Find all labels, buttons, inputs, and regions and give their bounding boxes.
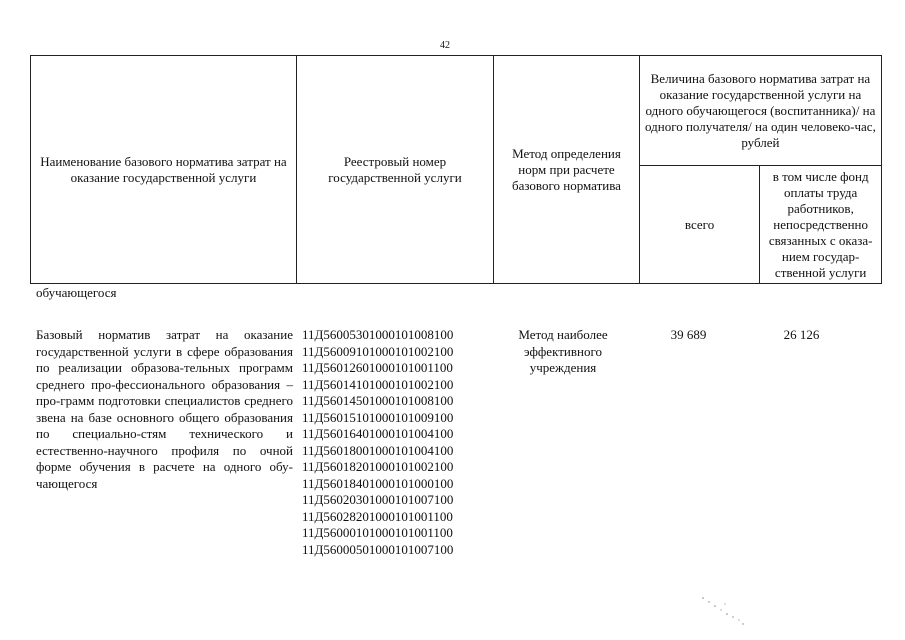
scan-speck-marks [695,592,755,632]
registry-code: 11Д56018001000101004100 [302,442,454,458]
header-fund-cell: в том числе фонд оплаты труда работников, непосредственно связанных с оказа-нием государ-ственной услуги [760,166,882,284]
header-method-cell: Метод определения норм при расчете базового норматива [494,56,640,284]
registry-code: 11Д56000101000101001100 [302,525,453,540]
norm-name: Базовый норматив затрат на оказание государственной услуги в сфере образования по реализации образова-тельных программ среднего про-фессионального образования – про-грамм подготовки специалистов среднего звена на базе основного общего образования по специально-стям технического и естественно-научного профиля по очной форме обучения в расчете на одного обу-чающегося [36,327,293,491]
registry-code: 11Д56015101000101009100 [302,409,454,425]
registry-code: 11Д56018401000101000100 [302,475,454,491]
header-registry-cell: Реестровый номер государственной услуги [296,56,493,284]
registry-code: 11Д56012601000101001100 [302,360,453,375]
fund-value: 26 126 [783,327,820,342]
total-value: 39 689 [670,327,707,342]
registry-code: 11Д56005301000101008100 [302,327,454,342]
method-value: Метод наиболее эффективного учреждения [518,327,608,375]
registry-code: 11Д56020301000101007100 [302,492,454,507]
registry-code-list [302,327,492,558]
continuation-text: обучающегося [36,285,117,300]
page-number: 42 [440,40,450,51]
registry-code: 11Д56000501000101007100 [302,541,454,557]
registry-code: 11Д56016401000101004100 [302,426,454,441]
registry-code: 11Д56028201000101001100 [302,508,453,524]
registry-code: 11Д56014101000101002100 [302,376,454,392]
registry-code: 11Д56009101000101002100 [302,343,454,359]
registry-code: 11Д56014501000101008100 [302,393,454,408]
header-table [30,55,882,284]
registry-code: 11Д56018201000101002100 [302,459,454,474]
header-name-cell: Наименование базового норматива затрат на оказание государственной услуги [31,56,297,284]
header-total-cell: всего [639,166,759,284]
header-value-group-cell: Величина базового норматива затрат на оказание государственной услуги на одного обучающегося (воспитанника)/ на одного получателя/ на один человеко-час, рублей [639,56,881,166]
